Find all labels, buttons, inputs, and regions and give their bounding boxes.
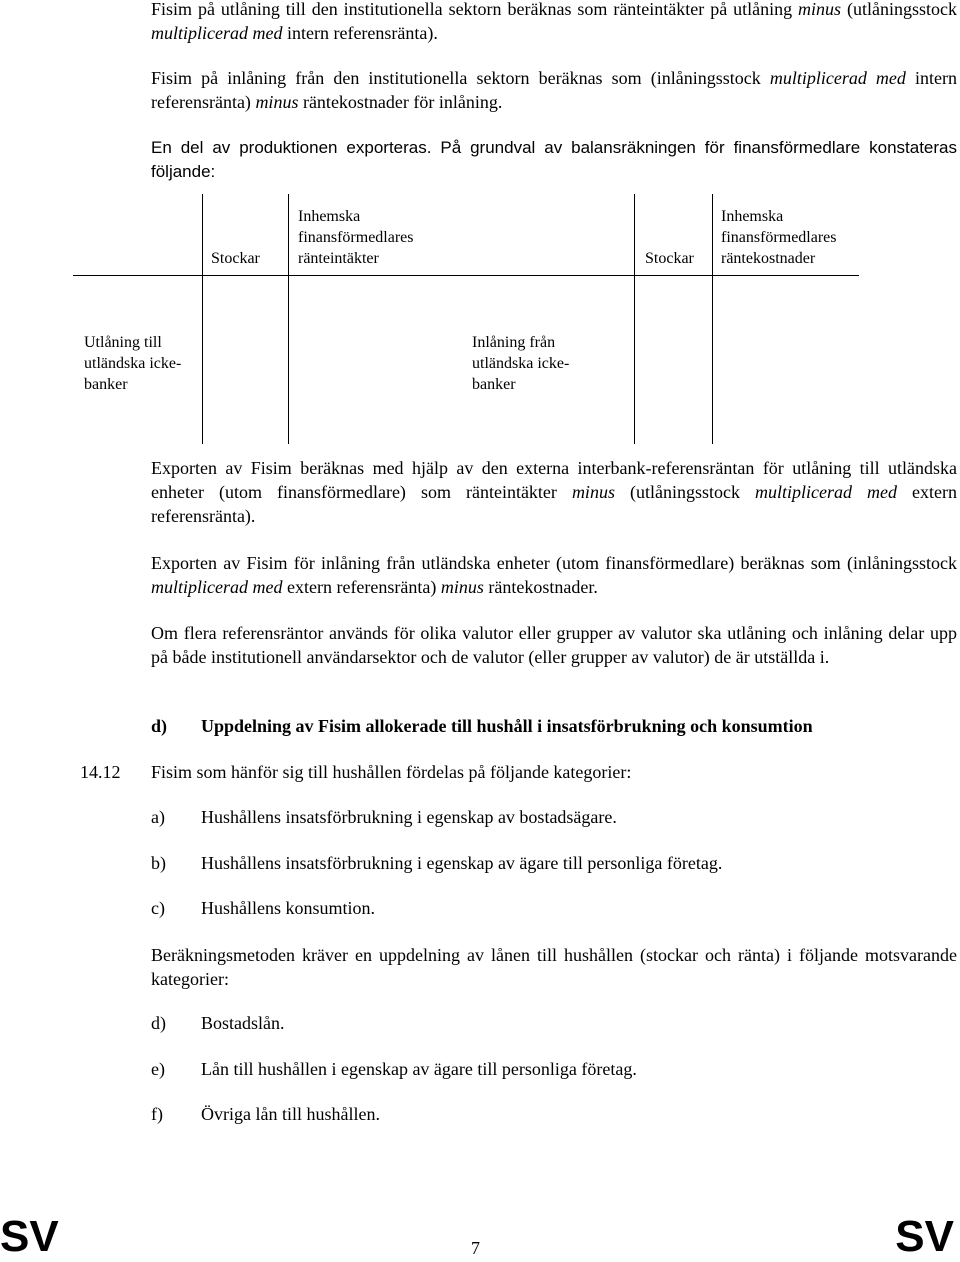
header-stockar-lending: Stockar bbox=[211, 250, 260, 267]
paragraph-export-deposits: Exporten av Fisim för inlåning från utländska enheter (utom finansförmedlare) beräknas som (inlåningsstock multiplicerad med extern referensränta) minus räntekostnader. bbox=[151, 553, 957, 597]
paragraph-fisim-deposits: Fisim på inlåning från den institutionella sektorn beräknas som (inlåningsstock multiplicerad med intern referensränta) minus räntekostnader för inlåning. bbox=[151, 68, 957, 112]
table-vline bbox=[712, 194, 713, 444]
section-number: 14.12 bbox=[80, 762, 121, 782]
list-item: b) Hushållens insatsförbrukning i egenskap av ägare till personliga företag. bbox=[151, 853, 723, 873]
section-heading: d) Uppdelning av Fisim allokerade till hushåll i insatsförbrukning och konsumtion bbox=[151, 716, 813, 736]
list-item: d) Bostadslån. bbox=[151, 1013, 285, 1033]
list-item: c) Hushållens konsumtion. bbox=[151, 898, 375, 918]
list-item: e) Lån till hushållen i egenskap av ägare till personliga företag. bbox=[151, 1059, 637, 1079]
row-deposits-foreign: Inlåning från utländska icke- banker bbox=[472, 334, 570, 393]
list-item: a) Hushållens insatsförbrukning i egenskap av bostadsägare. bbox=[151, 807, 617, 827]
list-item: f) Övriga lån till hushållen. bbox=[151, 1104, 380, 1124]
table-vline bbox=[202, 194, 203, 444]
header-interest-expense: Inhemska finansförmedlares räntekostnader bbox=[721, 208, 837, 267]
paragraph-fisim-lending: Fisim på utlåning till den institutionella sektorn beräknas som ränteintäkter på utlåning minus (utlåningsstock multiplicerad med intern referensränta). bbox=[151, 0, 957, 43]
paragraph-reference-rates: Om flera referensräntor används för olika valutor eller grupper av valutor ska utlåning och inlåning delar upp på både institutionell användarsektor och de valutor (eller grupper av valutor) de är utställda i. bbox=[151, 623, 957, 667]
page-number: 7 bbox=[471, 1238, 480, 1258]
section-intro: Fisim som hänför sig till hushållen fördelas på följande kategorier: bbox=[151, 762, 632, 782]
row-lending-foreign: Utlåning till utländska icke- banker bbox=[84, 334, 182, 393]
footer-language-right: SV bbox=[895, 1212, 954, 1261]
table-vline bbox=[288, 194, 289, 444]
header-stockar-deposits: Stockar bbox=[645, 250, 694, 267]
paragraph-export-intro: En del av produktionen exporteras. På grundval av balansräkningen för finansförmedlare konstateras följande: bbox=[151, 138, 957, 181]
table-vline bbox=[634, 194, 635, 444]
header-interest-income: Inhemska finansförmedlares ränteintäkter bbox=[298, 208, 414, 267]
table-hline bbox=[73, 275, 859, 276]
footer-language-left: SV bbox=[0, 1212, 59, 1261]
paragraph-calculation-method: Beräkningsmetoden kräver en uppdelning av lånen till hushållen (stockar och ränta) i följande motsvarande kategorier: bbox=[151, 945, 957, 989]
paragraph-export-lending: Exporten av Fisim beräknas med hjälp av den externa interbank-referensräntan för utlåning till utländska enheter (utom finansförmedlare) som ränteintäkter minus (utlåningsstock multiplicerad med extern referensränta). bbox=[151, 458, 957, 526]
